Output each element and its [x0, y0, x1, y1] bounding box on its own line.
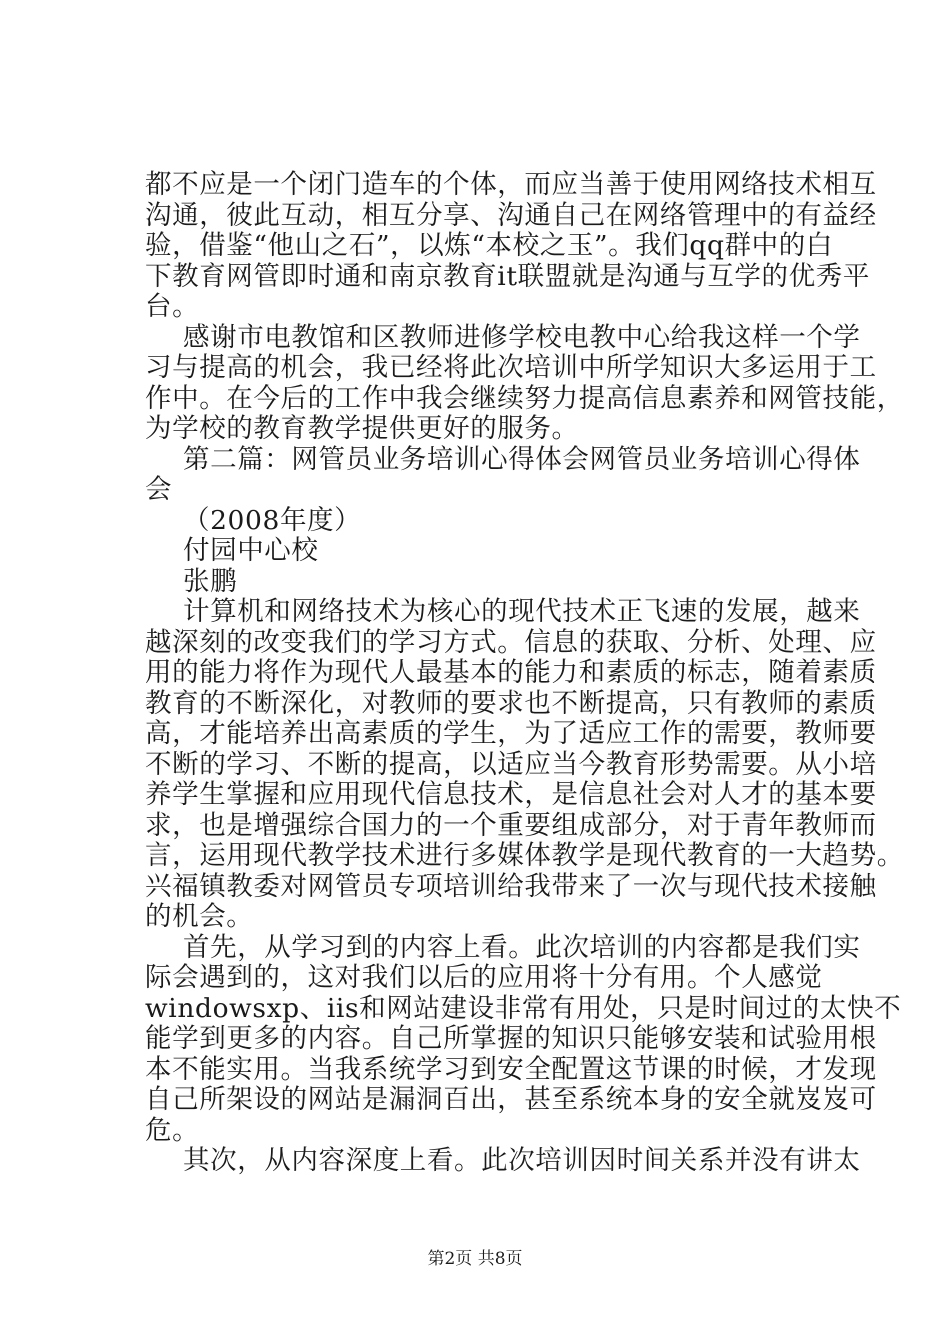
- text-line: 首先，从学习到的内容上看。此次培训的内容都是我们实: [183, 931, 861, 963]
- text-line: 求，也是增强综合国力的一个重要组成部分，对于青年教师而: [145, 809, 877, 841]
- text-line: 用的能力将作为现代人最基本的能力和素质的标志，随着素质: [145, 657, 877, 688]
- text-line: 会: [145, 474, 173, 505]
- text-line: （2008年度）: [183, 504, 362, 536]
- text-line: 养学生掌握和应用现代信息技术，是信息社会对人才的基本要: [145, 779, 877, 810]
- text-line: 不断的学习、不断的提高，以适应当今教育形势需要。从小培: [145, 748, 877, 780]
- text-line: 际会遇到的，这对我们以后的应用将十分有用。个人感觉: [145, 962, 823, 993]
- text-line: 越深刻的改变我们的学习方式。信息的获取、分析、处理、应: [145, 626, 877, 658]
- page-footer: [0, 1244, 950, 1269]
- text-line: 验，借鉴“他山之石”，以炼“本校之玉”。我们qq群中的白: [145, 230, 833, 261]
- text-line: 其次，从内容深度上看。此次培训因时间关系并没有讲太: [183, 1145, 861, 1176]
- text-line: 兴福镇教委对网管员专项培训给我带来了一次与现代技术接触: [145, 870, 877, 902]
- text-line: 都不应是一个闭门造车的个体，而应当善于使用网络技术相互: [145, 169, 877, 200]
- text-line: 作中。在今后的工作中我会继续努力提高信息素养和网管技能，: [145, 382, 904, 414]
- text-line: 本不能实用。当我系统学习到安全配置这节课的时候，才发现: [145, 1053, 877, 1085]
- text-line: 第二篇：网管员业务培训心得体会网管员业务培训心得体: [183, 443, 861, 475]
- text-line: 的机会。: [145, 901, 254, 932]
- text-line: 感谢市电教馆和区教师进修学校电教中心给我这样一个学: [183, 321, 861, 353]
- text-line: 为学校的教育教学提供更好的服务。: [145, 413, 579, 444]
- text-line: 计算机和网络技术为核心的现代技术正飞速的发展，越来: [183, 596, 861, 627]
- text-line: windowsxp、iis和网站建设非常有用处，只是时间过的太快不: [145, 992, 902, 1024]
- text-line: 张鹏: [183, 565, 238, 597]
- text-line: 危。: [145, 1114, 200, 1146]
- text-line: 教育的不断深化，对教师的要求也不断提高，只有教师的素质: [145, 687, 877, 719]
- text-line: 高，才能培养出高素质的学生，为了适应工作的需要，教师要: [145, 718, 877, 749]
- text-line: 能学到更多的内容。自己所掌握的知识只能够安装和试验用根: [145, 1023, 877, 1054]
- text-line: 言，运用现代教学技术进行多媒体教学是现代教育的一大趋势。: [145, 840, 904, 871]
- document-body: [145, 169, 904, 1177]
- text-line: 付园中心校: [183, 535, 319, 566]
- text-line: 自己所架设的网站是漏洞百出，甚至系统本身的安全就岌岌可: [145, 1084, 877, 1115]
- text-line: 下教育网管即时通和南京教育it联盟就是沟通与互学的优秀平: [145, 260, 870, 292]
- text-line: 沟通，彼此互动，相互分享、沟通自己在网络管理中的有益经: [145, 199, 877, 231]
- page-number-label: 第2页 共8页: [427, 1249, 523, 1269]
- text-line: 习与提高的机会，我已经将此次培训中所学知识大多运用于工: [145, 352, 877, 383]
- text-line: 台。: [145, 291, 200, 322]
